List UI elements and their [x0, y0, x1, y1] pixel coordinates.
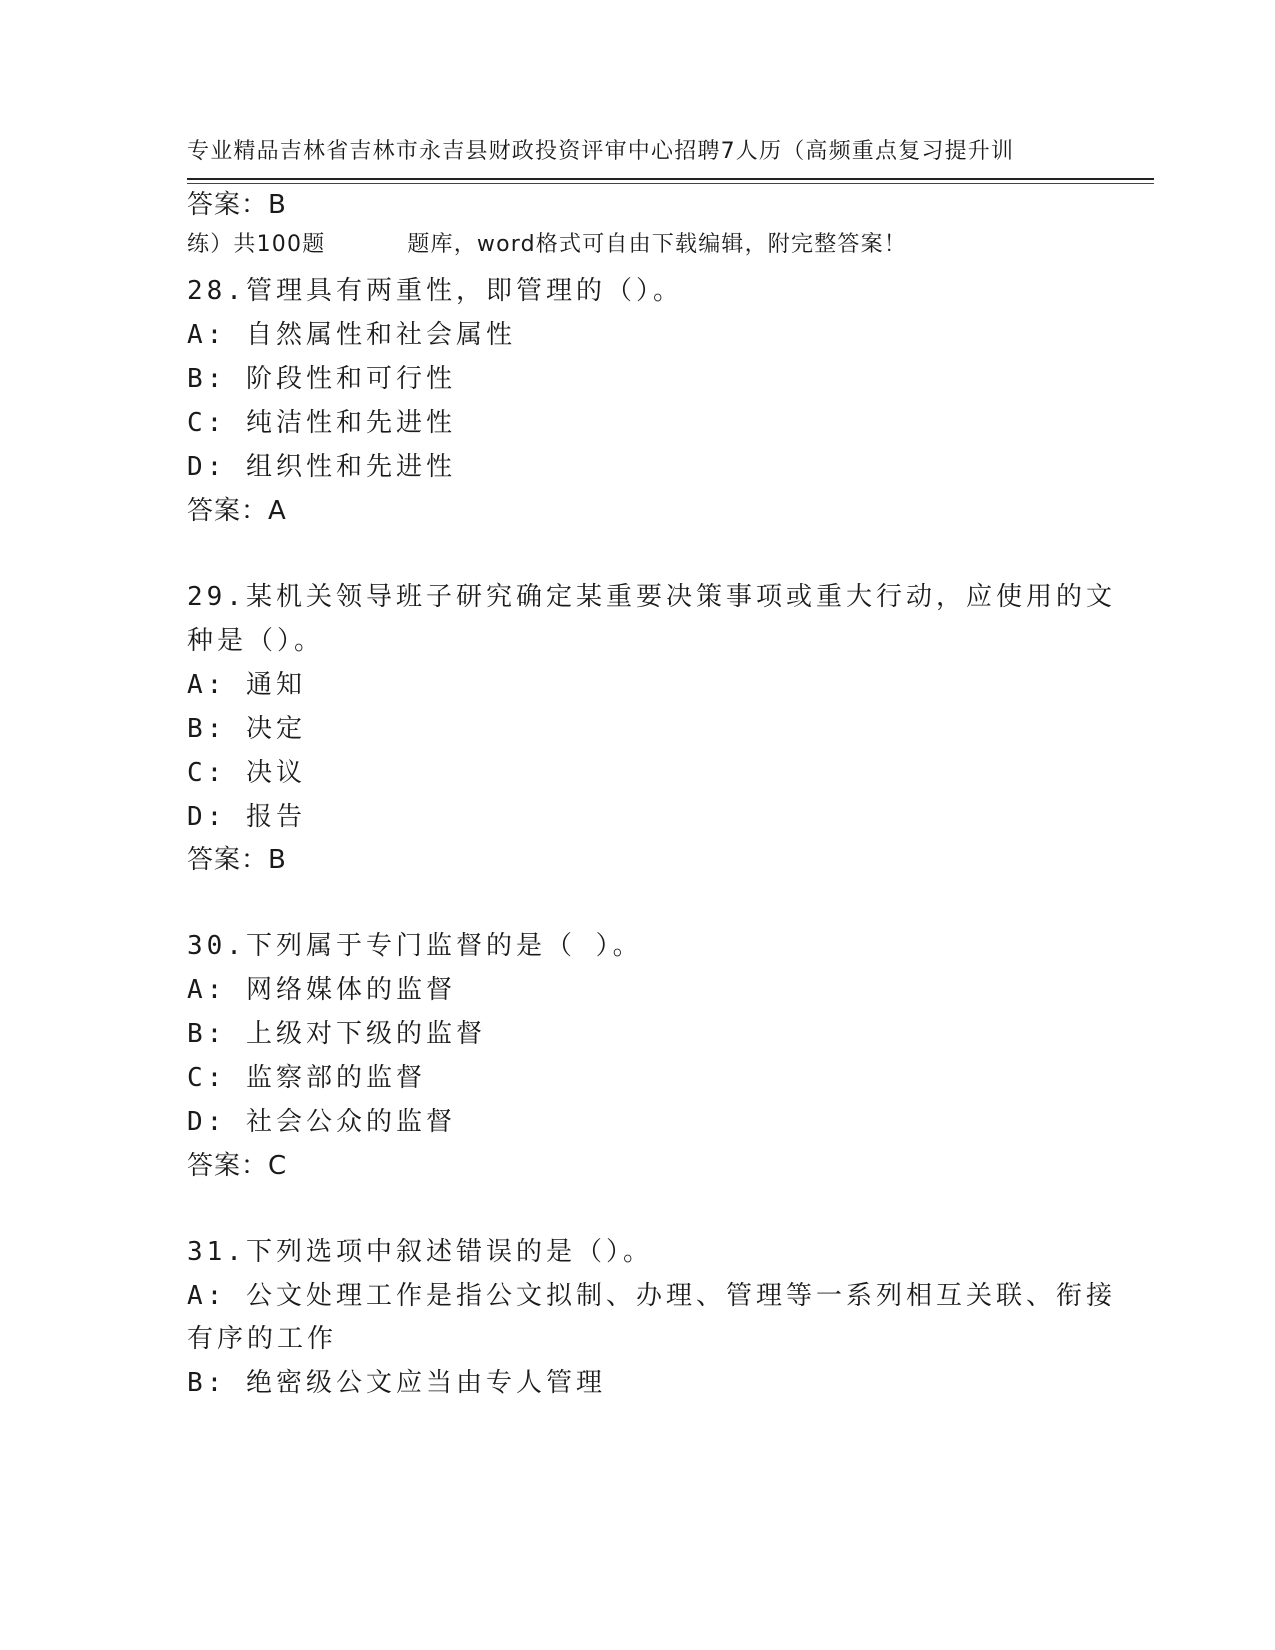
question-29-line-2: 种是（）。 — [187, 626, 325, 656]
header-divider-thin — [187, 183, 1154, 184]
header-divider-thick — [187, 178, 1154, 180]
question-28-answer: 答案：A — [187, 496, 287, 526]
header-title-line-1: 专业精品吉林省吉林市永吉县财政投资评审中心招聘7人历（高频重点复习提升训 — [187, 139, 1015, 164]
question-29-answer: 答案：B — [187, 845, 287, 875]
question-31-option-a-line-1: A: 公文处理工作是指公文拟制、办理、管理等一系列相互关联、衔接 — [187, 1281, 1116, 1311]
question-29-option-d: D: 报告 — [187, 802, 306, 832]
question-29-option-a: A: 通知 — [187, 670, 306, 700]
question-30-option-a: A: 网络媒体的监督 — [187, 975, 456, 1005]
question-31: 31.下列选项中叙述错误的是（）。 — [187, 1237, 653, 1267]
question-30-answer: 答案：C — [187, 1151, 288, 1181]
question-31-option-b: B: 绝密级公文应当由专人管理 — [187, 1368, 606, 1398]
question-28-option-a: A: 自然属性和社会属性 — [187, 320, 516, 350]
question-29-line-1: 29.某机关领导班子研究确定某重要决策事项或重大行动，应使用的文 — [187, 582, 1116, 612]
question-28-option-c: C: 纯洁性和先进性 — [187, 408, 456, 438]
question-30-option-b: B: 上级对下级的监督 — [187, 1019, 486, 1049]
question-30-option-c: C: 监察部的监督 — [187, 1063, 426, 1093]
header-title-line-2: 练）共100题 题库，word格式可自由下载编辑，附完整答案！ — [187, 232, 908, 257]
question-30: 30.下列属于专门监督的是（ ）。 — [187, 931, 643, 961]
question-28: 28.管理具有两重性，即管理的（）。 — [187, 276, 683, 306]
previous-answer: 答案：B — [187, 190, 287, 220]
question-30-option-d: D: 社会公众的监督 — [187, 1107, 456, 1137]
question-29-option-b: B: 决定 — [187, 714, 306, 744]
question-28-option-d: D: 组织性和先进性 — [187, 452, 456, 482]
question-31-option-a-line-2: 有序的工作 — [187, 1324, 338, 1354]
question-28-option-b: B: 阶段性和可行性 — [187, 364, 456, 394]
question-29-option-c: C: 决议 — [187, 758, 306, 788]
